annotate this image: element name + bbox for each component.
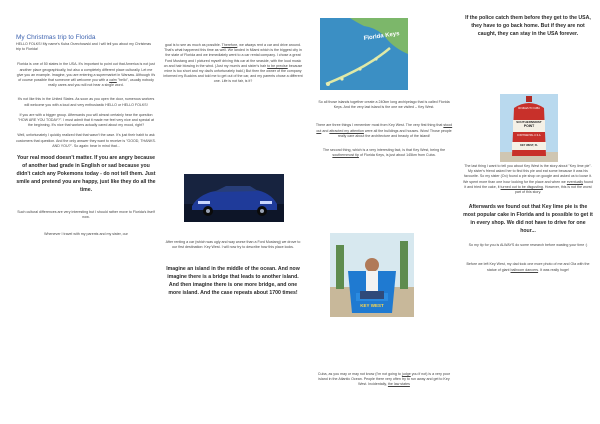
intro-paragraph: HELLO FOLKS! My name's Kuba Orzechowski and I will tell you about my Christmas trip to Florida!	[16, 42, 152, 52]
page-title: My Christmas trip to Florida	[16, 34, 96, 41]
research-tip-paragraph: So my tip for you is ALWAYS do some research before wasting your time :)	[468, 243, 588, 248]
pie-highlight: Afterwards we found out that Key lime pie is the most popular cake in Florida and is possible to get it in every shop. We did not have to drive for one hour...	[463, 204, 593, 235]
police-highlight: If the police catch them before they get to the USA, they have to go back home. But if they are not caught, they can stay in the USA forever.	[465, 15, 591, 37]
architecture-paragraph: There are three things I remember most from Key West. The very first thing that stood out and attracted my attention were all the buildings and houses. Wow! Those people really care about the architecture and beauty of the island!	[315, 123, 453, 138]
how-are-you-paragraph: If you are with a bigger group. Afterwards you will almost certainly hear the question "HOW ARE YOU TODAY?". I must admit that it made me feel very nice and special at the beginning. It's nice that workers actually cared about my mood, right?	[18, 112, 154, 128]
column-1	[16, 0, 156, 424]
buoy-line-1: 90 MILES TO CUBA	[518, 107, 540, 110]
map-label: Florida Keys	[363, 31, 400, 42]
usa-welcome-paragraph: It's not like this in the United States. As soon as you open the door, numerous workers will welcome you with a loud and very enthusiastic HELLO or HELLO FOLKS!	[17, 97, 155, 107]
travel-paragraph: Whenever I travel with my parents and my sister, our	[44, 232, 128, 237]
chair-sign: KEY WEST	[360, 303, 384, 308]
buoy-line-2: SOUTHERNMOST	[516, 120, 542, 124]
key-west-intro-caption: After renting a car (which was ugly and way worse than a Ford Mustang) we drove to our first destination: Key West. I will now try to describe how this place looks.	[165, 240, 301, 250]
island-highlight: Imagine an island in the middle of the ocean. And now imagine there is a bridge that leads to another island. And then imagine there is one more bridge, and one more island. And the case repeats about 1700 times!	[166, 266, 300, 297]
habit-paragraph: Well, unfortunately I quickly realized that that wasn't the case. It's just their habit to ask customers that question. And the only answer they want to receive is "GOOD, THANKS. AND YOU?". So again: bear in mind that...	[16, 133, 156, 148]
cultural-differences-paragraph: Such cultural differences are very interesting but I should rather move to Florida's itself now.	[17, 210, 155, 220]
supermarket-paragraph: Florida is one of 50 states in the USA. It's important to point out that America is not just another place geographically, but also a completely different place culturally. Let me give you an example. Imagine, you are entering a supermarket in Warsaw. Although it's of course possible that someone will welcome you with a calm "hello", usually nobody really cares and you will not hear a single word.	[16, 62, 156, 88]
column-2-lower	[163, 0, 303, 424]
cuba-paragraph: Cuba, as you may or may not know (I'm not going to judge you if not) is a very poor island in the Atlantic Ocean. People there very often try to run away and get to Key West. Incidentally, the law states	[317, 372, 451, 387]
column-3-lower	[314, 0, 454, 424]
column-4-lower	[462, 0, 594, 424]
word-calm: calm	[109, 78, 117, 83]
buoy-line-3: POINT	[523, 124, 535, 128]
buoy-line-4: CONTINENTAL U.S.A.	[516, 134, 542, 137]
archipelago-paragraph: So all those islands together create a 240km long archipelago that is called Florida Keys. And the very last island is the one we visited – Key West.	[318, 100, 450, 110]
buoy-line-5: KEY WEST, FL	[520, 144, 538, 147]
mood-highlight: Your real mood doesn't matter. If you are angry because of another bad grade in English or sad because you didn't catch any Pokemons today - do not tell them. Just smile and pretend you are happy, just like they do all the time.	[16, 155, 156, 194]
car-rental-paragraph: goal is to see as much as possible. Therefore, we always rent a car and drive around. That's what happened this time as well. We landed in Miami which is the biggest city in the state of Florida and we immediately went to a car rental company. I chose a great Ford Mustang and I pictured myself driving this car at the seaside, with the loud music on and hair blowing in the wind. (Just my mum's and sister's hair to be precise because mine is too short and my dad's unfortunately bald.) But then the owner of the company informed my Buckins and told me to get out of the car, and my parents chose a different one. Life is not fair, is it?	[163, 43, 303, 84]
key-lime-pie-paragraph: The last thing I want to tell you about Key West is the story about "Key lime pie". My sister's friend asked her to find this pie and eat some because it was his favourite. So my sister (Oo) found a pie shop on google and asked us to loose it. We spent more than one hour looking for the place and when we eventually found it and tried the cake, it turned out to be disgusting. However, this is not the worst part of this story.	[462, 164, 593, 195]
dancers-paragraph: Before we left Key West, my dad took one more photo of me and Ola with the statue of giant ballroom dancers. It was really huge!	[466, 262, 590, 272]
southernmost-paragraph: The second thing, which is a very interesting fact, is that Key West, being the southernmost tip of Florida Keys, is just about 145km from Cuba.	[322, 148, 446, 158]
